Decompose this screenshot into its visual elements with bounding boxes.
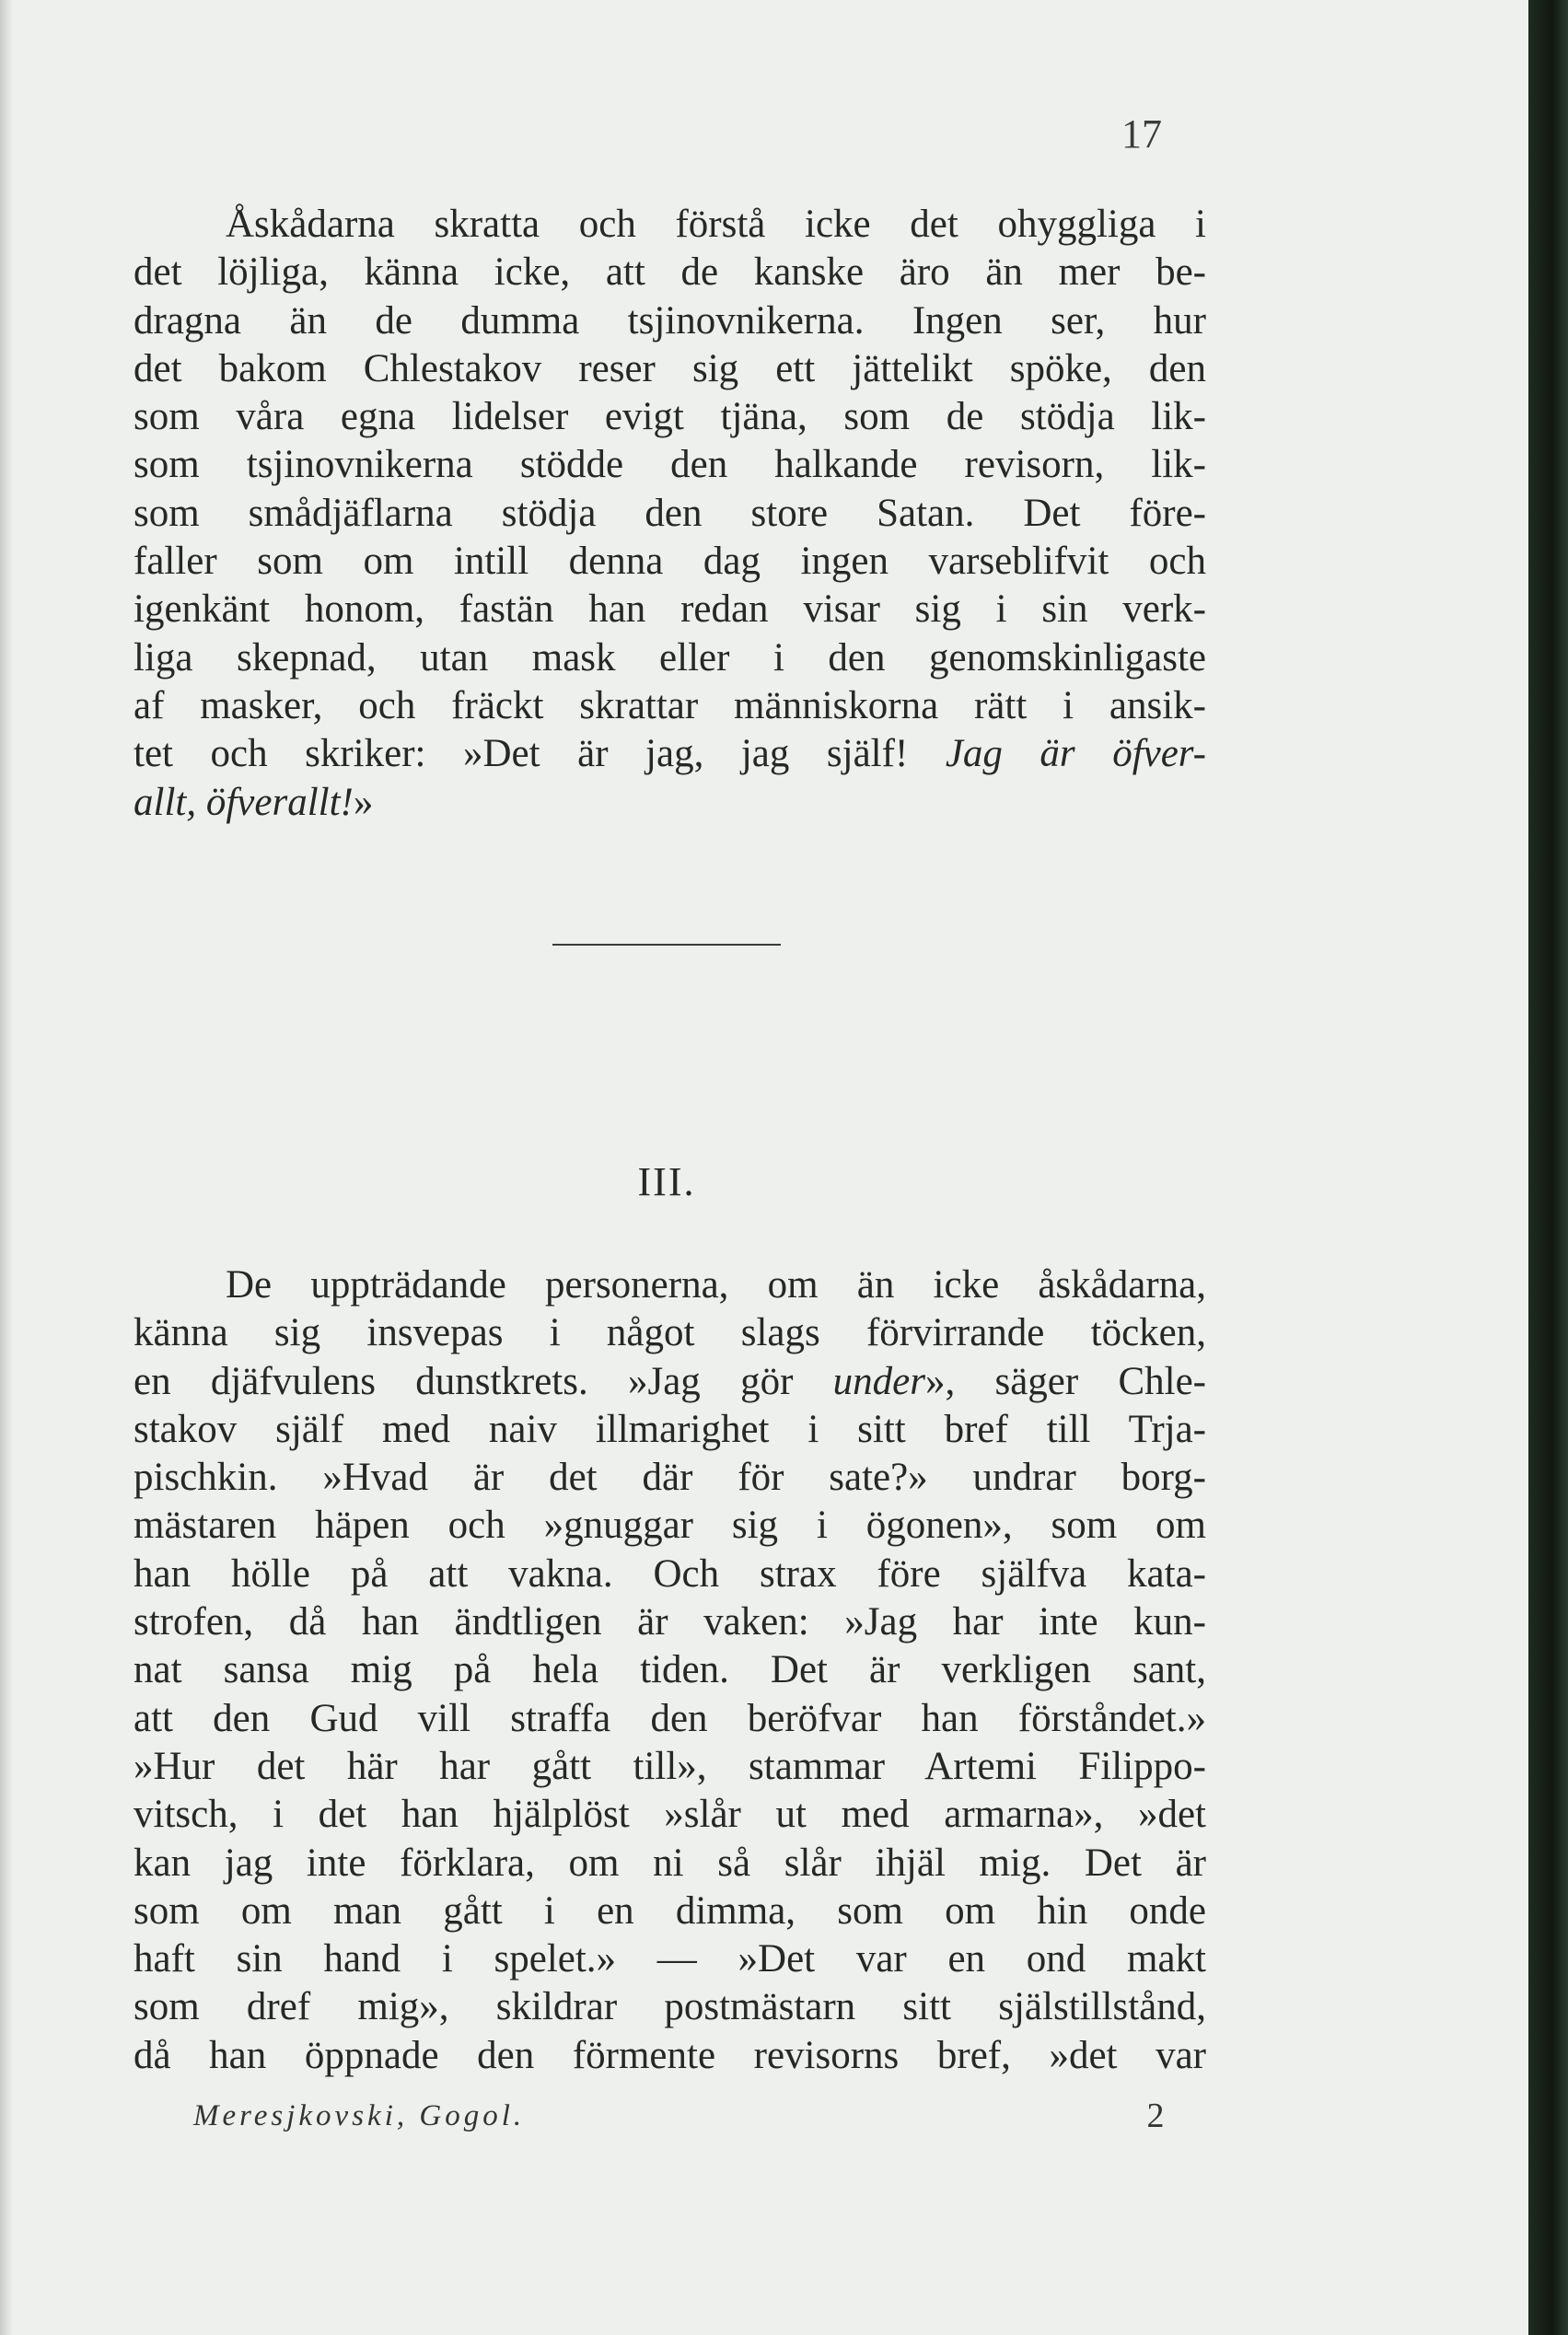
text-line: känna sig insvepas i något slags förvirrande töcken, [134, 1311, 1206, 1355]
book-cover-edge [1528, 0, 1568, 2335]
text-line [134, 779, 1206, 827]
text-run: » [353, 780, 374, 824]
text-run: », säger Chle- [924, 1359, 1207, 1403]
page-number: 17 [1121, 111, 1162, 157]
text-line [134, 730, 1206, 778]
text-line: det löjliga, känna icke, att de kanske äro än mer be- [134, 250, 1206, 295]
text-run: en djäfvulens dunstkrets. »Jag gör [134, 1359, 833, 1403]
text-line: han hölle på att vakna. Och strax före själfva kata- [134, 1551, 1206, 1596]
text-line: det bakom Chlestakov reser sig ett jättelikt spöke, den [134, 346, 1206, 390]
text-line: Åskådarna skratta och förstå icke det ohyggliga i [226, 203, 1206, 246]
text-line: att den Gud vill straffa den beröfvar han förståndet.» [134, 1696, 1206, 1740]
text-line: af masker, och fräckt skrattar människorna rätt i ansik- [134, 683, 1206, 727]
gutter-shadow [0, 0, 13, 2335]
footer-author: Meresjkovski, Gogol. [193, 2099, 526, 2132]
text-line: som tsjinovnikerna stödde den halkande revisorn, lik- [134, 443, 1206, 487]
text-line: pischkin. »Hvad är det där för sate?» undrar borg- [134, 1456, 1206, 1500]
text-line: »Hur det här har gått till», stammar Artemi Filippo- [134, 1744, 1206, 1788]
text-line: De uppträdande personerna, om än icke åskådarna, [226, 1263, 1206, 1307]
text-line: som smådjäflarna stödja den store Satan. Det före- [134, 491, 1206, 535]
signature-mark: 2 [1146, 2097, 1165, 2135]
text-line: som om man gått i en dimma, som om hin onde [134, 1888, 1206, 1933]
text-line: mästaren häpen och »gnuggar sig i ögonen», som om [134, 1504, 1206, 1548]
italic-run: Jag är öfver- [945, 732, 1206, 776]
paragraph-1 [134, 201, 1206, 827]
text-line: faller som om intill denna dag ingen varseblifvit och [134, 540, 1206, 584]
text-line: kan jag inte förklara, om ni så slår ihjäl mig. Det är [134, 1841, 1206, 1885]
section-divider [552, 944, 781, 946]
text-line: stakov själf med naiv illmarighet i sitt bref till Trja- [134, 1407, 1206, 1451]
text-line: då han öppnade den förmente revisorns bref, »det var [134, 2033, 1206, 2077]
text-line: som dref mig», skildrar postmästarn sitt själstillstånd, [134, 1985, 1206, 2029]
italic-run: allt, öfverallt! [134, 780, 354, 824]
text-line: haft sin hand i spelet.» — »Det var en ond makt [134, 1937, 1206, 1981]
text-line: strofen, då han ändtligen är vaken: »Jag har inte kun- [134, 1600, 1206, 1644]
italic-run: under [832, 1359, 925, 1403]
text-line: nat sansa mig på hela tiden. Det är verkligen sant, [134, 1648, 1206, 1692]
text-line: dragna än de dumma tsjinovnikerna. Ingen ser, hur [134, 298, 1206, 343]
text-line: vitsch, i det han hjälplöst »slår ut med armarna», »det [134, 1793, 1206, 1837]
text-run: tet och skriker: »Det är jag, jag själf! [134, 732, 946, 776]
paragraph-2 [134, 1261, 1206, 2080]
text-line [134, 1358, 1206, 1406]
text-line: som våra egna lidelser evigt tjäna, som de stödja lik- [134, 395, 1206, 439]
text-line: liga skepnad, utan mask eller i den genomskinligaste [134, 635, 1206, 680]
section-heading: III. [637, 1159, 696, 1204]
text-line: igenkänt honom, fastän han redan visar sig i sin verk- [134, 587, 1206, 632]
